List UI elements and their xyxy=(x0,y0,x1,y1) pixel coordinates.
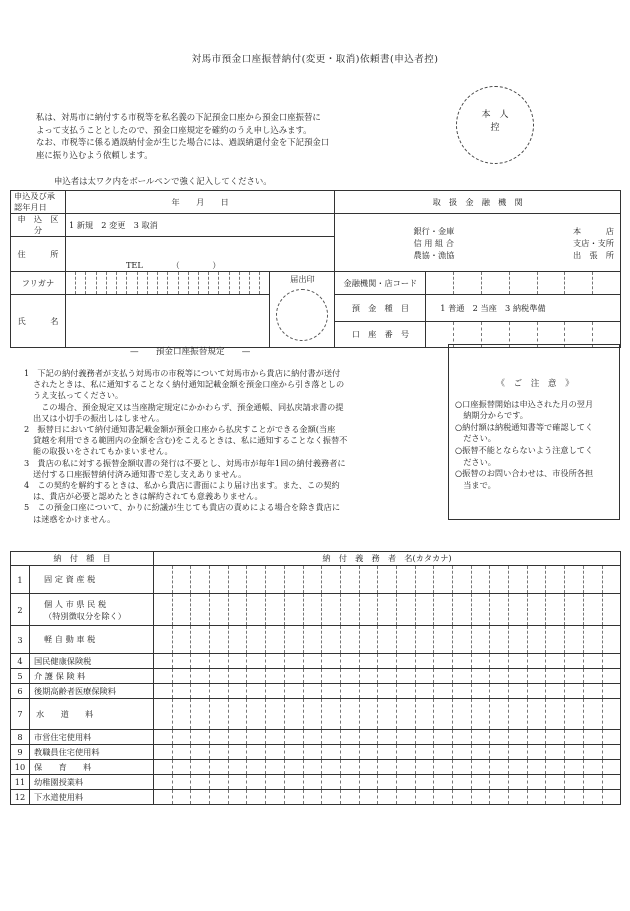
tax-type-name: 国民健康保険税 xyxy=(30,654,154,669)
tax-type-name: 市営住宅使用料 xyxy=(30,730,154,745)
table-row xyxy=(11,669,621,684)
caution-line: ださい。 xyxy=(455,433,496,444)
rule-2-line: 2 振替日において納付通知書記載金額が預金口座から払戻すことができる金額(当座 xyxy=(24,424,336,435)
kubun-field[interactable]: 1 新規 2 変更 3 取消 xyxy=(65,214,335,237)
caution-line: 当まで。 xyxy=(455,479,496,490)
tax-type-sub: （特別徴収分を除く） xyxy=(44,610,126,621)
tax-type-name: 介 護 保 険 料 xyxy=(30,669,154,684)
row-number: 2 xyxy=(11,594,30,626)
rule-3-line: 3 貴店の私に対する振替金額収書の発行は不要とし、対馬市が毎年1回の納付義務者に xyxy=(24,457,346,468)
tax-type-name: 固 定 資 産 税 xyxy=(30,566,154,594)
branch-type-branch: 支店・支所 xyxy=(573,237,614,248)
caution-line: ○口座振替開始は申込された月の翌月 xyxy=(455,398,594,409)
table-row xyxy=(11,566,621,594)
table-row xyxy=(11,745,621,760)
deposit-type-label: 預 金 種 目 xyxy=(335,295,426,322)
row-number: 1 xyxy=(11,566,30,594)
intro-line: 私は、対馬市に納付する市税等を私名義の下記預金口座から預金口座振替に xyxy=(36,112,321,122)
address-field[interactable] xyxy=(65,237,335,260)
row-number: 6 xyxy=(11,684,30,699)
kubun-label: 申 込 区 分 xyxy=(11,214,66,237)
row-number: 8 xyxy=(11,730,30,745)
name-label: 氏 名 xyxy=(11,295,66,348)
row-number: 5 xyxy=(11,669,30,684)
tax-type-name: 軽 自 動 車 税 xyxy=(30,626,154,654)
rule-4-line: 4 この契約を解約するときは、私から貴店に書面により届け出ます。また、この契約 xyxy=(24,480,340,491)
rules-text xyxy=(24,368,414,525)
tel-field[interactable]: TEL （ ） xyxy=(65,259,335,272)
payer-name-field[interactable] xyxy=(154,566,621,594)
furigana-label: フリガナ xyxy=(11,272,66,295)
rules-title: — 預金口座振替規定 — xyxy=(130,347,251,357)
seal-circle-small xyxy=(276,289,328,341)
tax-type-name: 水 道 料 xyxy=(30,699,154,730)
payer-name-field[interactable] xyxy=(154,699,621,730)
payer-name-field[interactable] xyxy=(154,626,621,654)
table-row xyxy=(11,790,621,805)
seal-label-2: 控 xyxy=(490,123,500,133)
furigana-field[interactable] xyxy=(65,272,270,295)
payer-name-field[interactable] xyxy=(154,730,621,745)
tax-type-name: 教職員住宅使用料 xyxy=(30,745,154,760)
table-row xyxy=(11,775,621,790)
seal-field[interactable] xyxy=(270,272,335,348)
tax-type-name xyxy=(30,594,154,626)
payer-name-field[interactable] xyxy=(154,775,621,790)
rule-2-line: 貸越を利用できる範囲内の金額を含む)をこえるときは、私に通知することなく振替不 xyxy=(33,435,348,446)
date-field[interactable]: 年 月 日 xyxy=(65,191,335,214)
table-row xyxy=(11,730,621,745)
date-label: 申込及び承認年月日 xyxy=(11,191,66,214)
row-number: 10 xyxy=(11,760,30,775)
instruction-text: 申込者は太ワク内をボールペンで強く記入してください。 xyxy=(54,176,272,186)
tax-type-table xyxy=(10,551,621,805)
bank-type-nokyo: 農協・漁協 xyxy=(413,249,455,260)
deposit-type-field[interactable]: 1 普通 2 当座 3 納税準備 xyxy=(426,295,621,322)
payer-name-field[interactable] xyxy=(154,745,621,760)
tax-type-main: 個 人 市 県 民 税 xyxy=(44,598,107,609)
rule-5-line: 5 この預金口座について、かりに紛議が生じても貴店の責めによる場合を除き貴店に xyxy=(24,502,341,513)
rule-1b-line: この場合、預金規定又は当座勘定規定にかかわらず、預金通帳、同払戻請求書の提 xyxy=(33,401,344,412)
branch-type-office: 出 張 所 xyxy=(573,249,614,260)
caution-title: 《 ご 注 意 》 xyxy=(496,379,574,389)
bank-code-field[interactable] xyxy=(426,272,621,295)
row-number: 9 xyxy=(11,745,30,760)
caution-line: ださい。 xyxy=(455,456,496,467)
intro-text xyxy=(36,111,381,161)
row-number: 3 xyxy=(11,626,30,654)
payer-name-field[interactable] xyxy=(154,684,621,699)
tax-type-name: 幼稚園授業料 xyxy=(30,775,154,790)
table-row xyxy=(11,594,621,626)
seal-label-1: 本 人 xyxy=(481,110,509,120)
caution-box xyxy=(448,344,620,520)
payer-name-field[interactable] xyxy=(154,760,621,775)
bank-code-label: 金融機関・店コード xyxy=(335,272,426,295)
rule-4-line: は、貴店が必要と認めたときは解約されても意義ありません。 xyxy=(33,491,263,502)
payer-name-field[interactable] xyxy=(154,669,621,684)
payer-name-field[interactable] xyxy=(154,594,621,626)
payer-name-field[interactable] xyxy=(154,790,621,805)
tax-type-name: 下水道使用料 xyxy=(30,790,154,805)
table-row xyxy=(11,626,621,654)
payer-name-field[interactable] xyxy=(154,654,621,669)
intro-line: 座に振り込むよう依頼します。 xyxy=(36,149,153,160)
tax-type-name: 後期高齢者医療保険料 xyxy=(30,684,154,699)
document-title: 対馬市預金口座振替納付(変更・取消)依頼書(申込者控) xyxy=(191,54,439,65)
tax-type-header: 納 付 種 目 xyxy=(11,552,154,566)
todokein-label: 届出印 xyxy=(290,274,315,284)
account-no-label: 口 座 番 号 xyxy=(335,322,426,348)
rule-1-line: うえ支払ってください。 xyxy=(33,390,124,401)
row-number: 7 xyxy=(11,699,30,730)
payer-name-header: 納 付 義 務 者 名(カタカナ) xyxy=(154,552,621,566)
seal-circle xyxy=(456,86,534,164)
bank-type-kumiai: 信 用 組 合 xyxy=(413,237,454,248)
rule-5-line: は迷惑をかけません。 xyxy=(33,513,116,524)
row-number: 11 xyxy=(11,775,30,790)
table-row xyxy=(11,699,621,730)
caution-line: ○振替のお問い合わせは、市役所各担 xyxy=(455,468,594,479)
rule-1b-line: 出又は小切手の振出しはしません。 xyxy=(33,412,165,423)
rule-1-line: されたときは、私に通知することなく納付通知記載金額を預金口座から引き落としの xyxy=(33,379,345,390)
table-row xyxy=(11,760,621,775)
caution-line: 納期分からです。 xyxy=(455,410,528,421)
caution-line: ○納付額は納税通知書等で確認してく xyxy=(455,421,594,432)
name-field[interactable] xyxy=(65,295,270,348)
bank-type-bank: 銀行・金庫 xyxy=(413,225,455,236)
table-row xyxy=(11,654,621,669)
application-form xyxy=(10,190,621,348)
rule-3-line: 送付する口座振替納付済み通知書で差し支えありません。 xyxy=(33,468,247,479)
rule-1-line: 1 下記の納付義務者が支払う対馬市の市税等について対馬市から貴店に納付書が送付 xyxy=(24,368,341,378)
intro-line: よって支払うこととしたので、預金口座規定を確約のうえ申し込みます。 xyxy=(36,124,312,135)
table-row xyxy=(11,684,621,699)
branch-type-main: 本 店 xyxy=(573,225,614,236)
bank-header: 取 扱 金 融 機 関 xyxy=(335,191,621,214)
intro-line: なお、市税等に係る過誤納付金が生じた場合には、過誤納還付金を下記預金口 xyxy=(36,137,330,147)
row-number: 12 xyxy=(11,790,30,805)
rule-2-line: 能の取扱いをされてもかまいません。 xyxy=(33,446,173,457)
tax-type-name: 保 育 料 xyxy=(30,760,154,775)
bank-name-field[interactable] xyxy=(335,214,621,272)
caution-line: ○振替不能とならないよう注意してく xyxy=(455,444,594,455)
address-label: 住 所 xyxy=(11,237,66,272)
row-number: 4 xyxy=(11,654,30,669)
